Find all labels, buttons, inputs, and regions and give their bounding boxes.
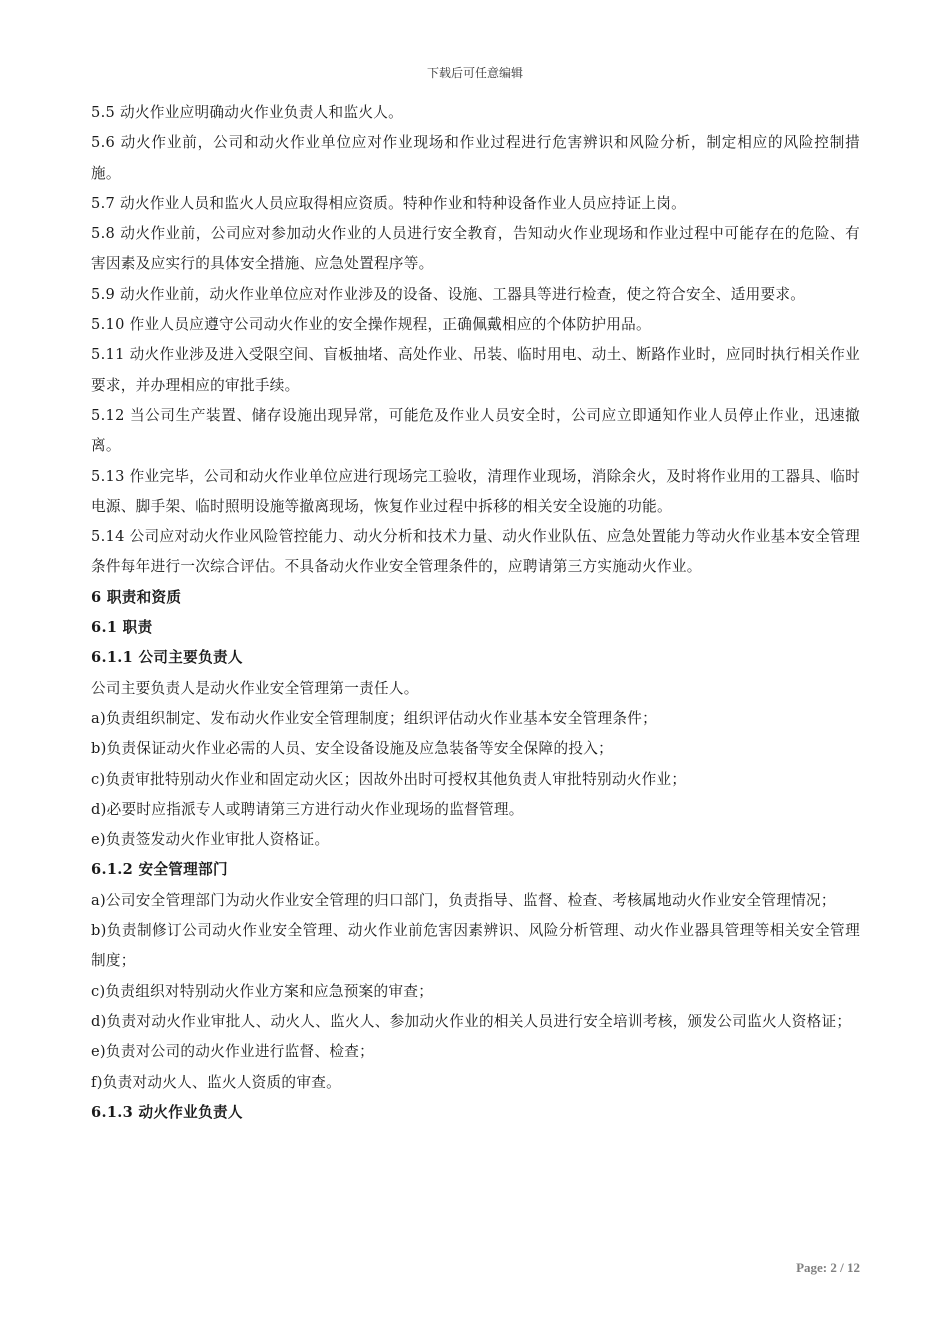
body-paragraph: e)负责签发动火作业审批人资格证。 xyxy=(91,831,330,849)
body-paragraph: b)负责保证动火作业必需的人员、安全设备设施及应急装备等安全保障的投入； xyxy=(91,740,614,758)
body-paragraph: 5.10 作业人员应遵守公司动火作业的安全操作规程，正确佩戴相应的个体防护用品。 xyxy=(91,316,651,334)
body-paragraph: c)负责审批特别动火作业和固定动火区；因故外出时可授权其他负责人审批特别动火作业； xyxy=(91,770,687,788)
body-paragraph: 5.5 动火作业应明确动火作业负责人和监火人。 xyxy=(91,104,404,121)
body-paragraph: 5.7 动火作业人员和监火人员应取得相应资质。特种作业和特种设备作业人员应持证上岗。 xyxy=(91,194,687,212)
section-heading: 6.1.3 动火作业负责人 xyxy=(91,1103,243,1121)
section-heading: 6 职责和资质 xyxy=(91,588,182,606)
body-paragraph: 5.6 动火作业前，公司和动火作业单位应对作业现场和作业过程进行危害辨识和风险分析，制定相应的风险控制措施。 xyxy=(91,134,860,182)
body-paragraph: 5.11 动火作业涉及进入受限空间、盲板抽堵、高处作业、吊装、临时用电、动土、断路作业时，应同时执行相关作业要求，并办理相应的审批手续。 xyxy=(91,346,860,394)
body-paragraph: e)负责对公司的动火作业进行监督、检查； xyxy=(91,1043,375,1061)
body-paragraph: d)必要时应指派专人或聘请第三方进行动火作业现场的监督管理。 xyxy=(91,800,524,818)
body-paragraph: a)负责组织制定、发布动火作业安全管理制度；组织评估动火作业基本安全管理条件； xyxy=(91,709,658,727)
body-paragraph: f)负责对动火人、监火人资质的审查。 xyxy=(91,1073,341,1091)
body-paragraph: 公司主要负责人是动火作业安全管理第一责任人。 xyxy=(91,679,419,697)
document-body xyxy=(91,98,860,1128)
body-paragraph: 5.8 动火作业前，公司应对参加动火作业的人员进行安全教育，告知动火作业现场和作业过程中可能存在的危险、有害因素及应实行的具体安全措施、应急处置程序等。 xyxy=(91,225,860,273)
body-paragraph: b)负责制修订公司动火作业安全管理、动火作业前危害因素辨识、风险分析管理、动火作业器具管理等相关安全管理制度； xyxy=(91,922,860,970)
body-paragraph: 5.9 动火作业前，动火作业单位应对作业涉及的设备、设施、工器具等进行检查，使之符合安全、适用要求。 xyxy=(91,285,806,303)
body-paragraph: a)公司安全管理部门为动火作业安全管理的归口部门，负责指导、监督、检查、考核属地动火作业安全管理情况； xyxy=(91,891,836,909)
page-number: Page: 2 / 12 xyxy=(796,1260,860,1275)
body-paragraph: 5.13 作业完毕，公司和动火作业单位应进行现场完工验收，清理作业现场，消除余火，及时将作业用的工器具、临时电源、脚手架、临时照明设施等撤离现场，恢复作业过程中拆移的相关安全设施的功能。 xyxy=(91,467,860,515)
body-paragraph: 5.12 当公司生产装置、储存设施出现异常，可能危及作业人员安全时，公司应立即通知作业人员停止作业，迅速撤离。 xyxy=(91,406,860,455)
body-paragraph: 5.14 公司应对动火作业风险管控能力、动火分析和技术力量、动火作业队伍、应急处置能力等动火作业基本安全管理条件每年进行一次综合评估。不具备动火作业安全管理条件的，应聘请第三方实施动火作业。 xyxy=(91,528,860,576)
body-paragraph: d)负责对动火作业审批人、动火人、监火人、参加动火作业的相关人员进行安全培训考核，颁发公司监火人资格证； xyxy=(91,1012,852,1030)
section-heading: 6.1.1 公司主要负责人 xyxy=(91,649,243,667)
section-heading: 6.1 职责 xyxy=(91,619,153,637)
section-heading: 6.1.2 安全管理部门 xyxy=(91,861,228,879)
body-paragraph: c)负责组织对特别动火作业方案和应急预案的审查； xyxy=(91,982,434,1000)
page-header: 下载后可任意编辑 xyxy=(426,66,523,80)
